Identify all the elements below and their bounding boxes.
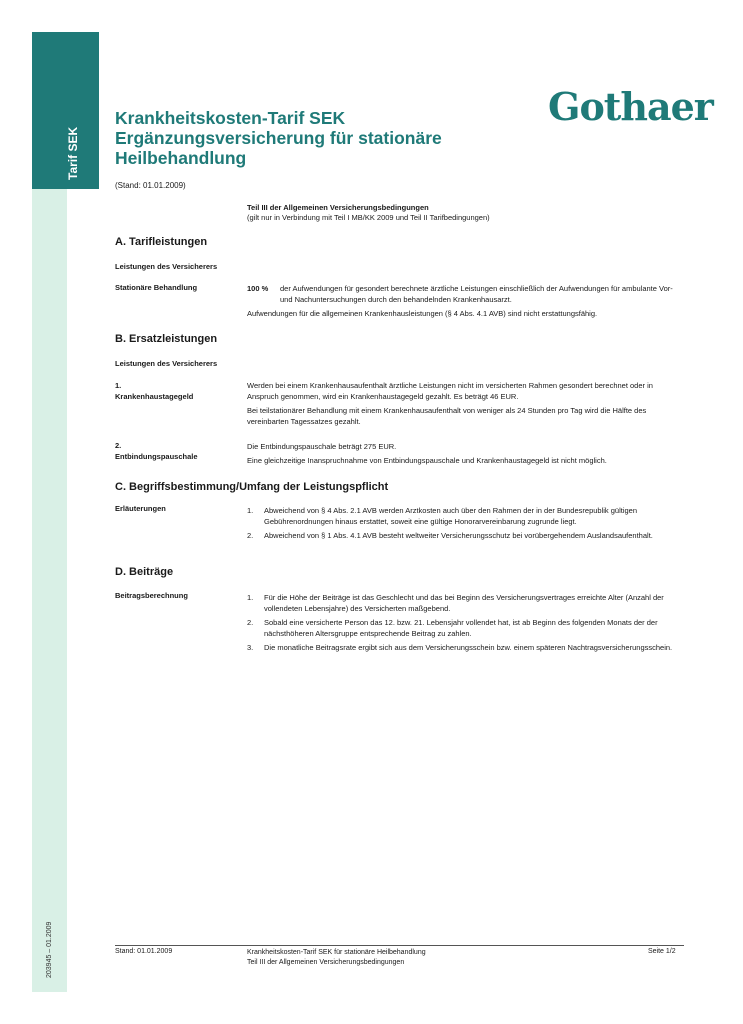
section-d-label: Beitragsberechnung [115,591,188,600]
footer-stand: Stand: 01.01.2009 [115,948,173,955]
document-code: 203945 – 01.2009 [46,921,53,978]
list-item: 1. Für die Höhe der Beiträge ist das Geschlecht und das bei Beginn des Versicherungsvertrages erreichte Alter (Anzahl der vollendeten Lebensjahre) des Versicherten maßgebend. [247,593,664,613]
sidebar-strip [32,189,67,992]
section-b-heading: B. Ersatzleistungen [115,333,218,345]
percentage: 100 % [247,284,269,293]
section-b-item2-label: 2. Entbindungspauschale [115,441,198,461]
title-line: Krankheitskosten-Tarif SEK [115,108,346,128]
section-a-label: Stationäre Behandlung [115,283,198,292]
section-b-item1-label: 1. Krankenhaustagegeld [115,381,194,401]
intro-bold: Teil III der Allgemeinen Versicherungsbedingungen [247,203,429,212]
list-item: 1. Abweichend von § 4 Abs. 2.1 AVB werden Arztkosten auch über den Rahmen der in der Bundesrepublik gültigen Gebührenordnungen hinaus erstattet, soweit eine gültige Honorarvereinbarung zugrunde liegt. [247,506,638,526]
intro-block [247,203,490,223]
section-a-text1: der Aufwendungen für gesondert berechnete ärztliche Leistungen einschließlich der Aufwendungen für ambulante Vor- und Nachuntersuchungen durch den behandelnden Krankenhausarzt. [280,284,673,304]
section-d-list [247,592,684,656]
section-a-sub: Leistungen des Versicherers [115,262,218,271]
list-item: 2. Abweichend von § 1 Abs. 4.1 AVB besteht weltweiter Versicherungsschutz bei vorübergehendem Auslandsaufenthalt. [247,531,653,540]
gothaer-logo: Gothaer [548,84,713,129]
section-c-label: Erläuterungen [115,504,166,513]
footer-divider [115,945,684,946]
list-item: 2. Sobald eine versicherte Person das 12. bzw. 21. Lebensjahr vollendet hat, ist ab Beginn des folgenden Monats der der nächsthöheren Altersgruppe entsprechende Beitrag zu zahlen. [247,618,658,638]
section-b-sub: Leistungen des Versicherers [115,359,218,368]
intro-note: (gilt nur in Verbindung mit Teil I MB/KK 2009 und Teil II Tarifbedingungen) [247,213,490,222]
section-b-item2-text: Die Entbindungspauschale beträgt 275 EUR. Eine gleichzeitige Inanspruchnahme von Entbindungspauschale und Krankenhaustagegeld ist nicht möglich. [247,442,607,465]
footer-title: Krankheitskosten-Tarif SEK für stationäre Heilbehandlung Teil III der Allgemeinen Versicherungsbedingungen [247,949,426,966]
sidebar-tab-label: Tarif SEK [66,126,80,180]
section-a-text2: Aufwendungen für die allgemeinen Krankenhausleistungen (§ 4 Abs. 4.1 AVB) sind nicht erstattungsfähig. [247,309,598,318]
stand-date: (Stand: 01.01.2009) [115,181,186,190]
section-a-text [247,283,684,319]
section-c-heading: C. Begriffsbestimmung/Umfang der Leistungspflicht [115,481,389,493]
section-b-item1-text: Werden bei einem Krankenhausaufenthalt ärztliche Leistungen nicht im versicherten Rahmen gesondert berechnet oder in Anspruch genommen, wird ein Krankenhaustagegeld gezahlt. Es beträgt 46 EUR. Bei teilstationärer Behandlung mit einem Krankenhausaufenthalt von weniger als 24 Stunden pro Tag wird die Hälfte des vereinbarten Tagessatzes gezahlt. [247,381,653,426]
section-d-heading: D. Beiträge [115,566,174,578]
title-line: Ergänzungsversicherung für stationäre [115,128,442,148]
page-number: Seite 1/2 [648,948,676,955]
section-c-list [247,505,684,544]
section-a-heading: A. Tarifleistungen [115,236,208,248]
page-title [115,108,475,168]
title-line: Heilbehandlung [115,148,247,168]
list-item: 3. Die monatliche Beitragsrate ergibt sich aus dem Versicherungsschein bzw. einem späteren Nachtragsversicherungsschein. [247,643,673,652]
